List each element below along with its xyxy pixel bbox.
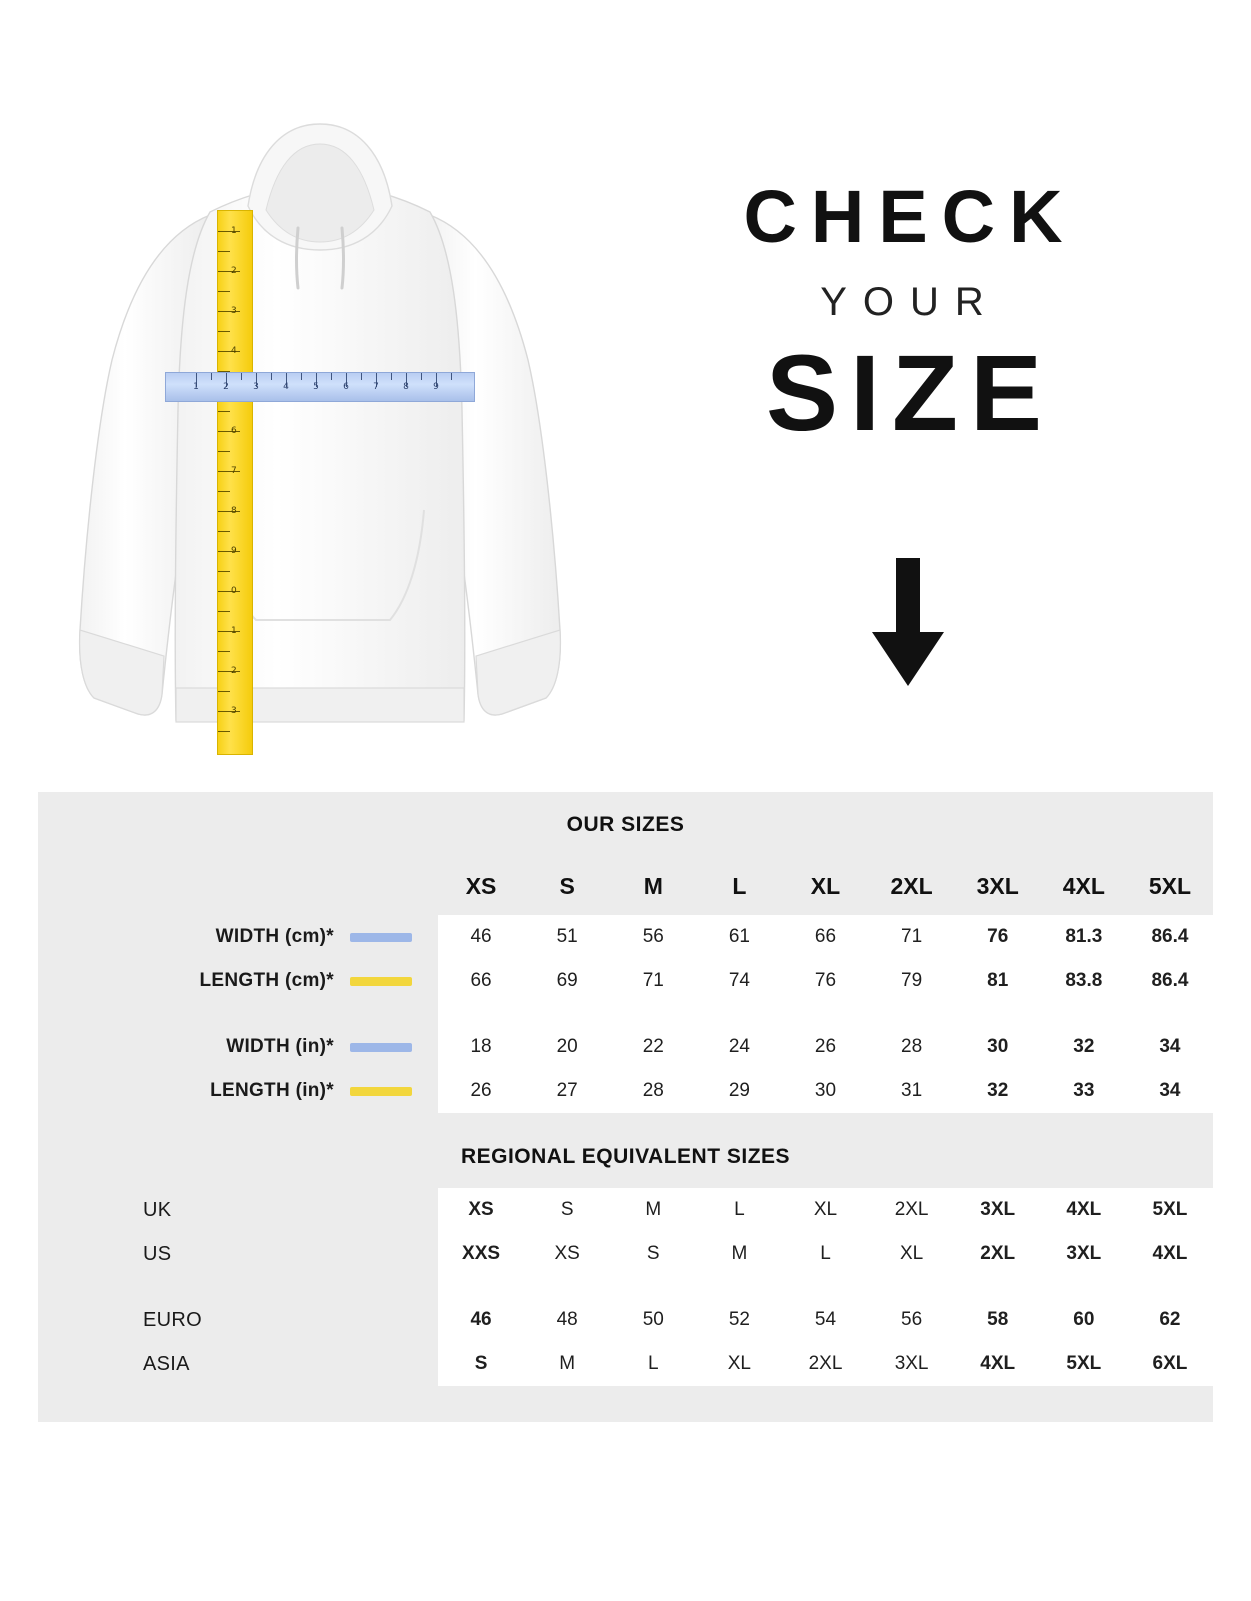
regional-sizes-title: REGIONAL EQUIVALENT SIZES xyxy=(38,1125,1213,1188)
row-gap xyxy=(869,1003,955,1025)
row-gap xyxy=(524,1003,610,1025)
width-swatch-icon xyxy=(350,1043,412,1052)
size-header-3xl: 3XL xyxy=(955,857,1041,915)
table-cell: 74 xyxy=(696,959,782,1003)
arrow-down-icon xyxy=(868,558,948,686)
table-cell: 3XL xyxy=(869,1342,955,1386)
size-header-xl: XL xyxy=(782,857,868,915)
table-cell: XXS xyxy=(438,1232,524,1276)
row-label-uk xyxy=(38,1188,438,1232)
table-cell: 27 xyxy=(524,1069,610,1113)
length-swatch-icon xyxy=(350,977,412,986)
size-header-xs: XS xyxy=(438,857,524,915)
size-header-5xl: 5XL xyxy=(1127,857,1213,915)
table-cell: 3XL xyxy=(1041,1232,1127,1276)
header-spacer xyxy=(38,857,438,915)
table-cell: 71 xyxy=(610,959,696,1003)
table-cell: 28 xyxy=(869,1025,955,1069)
regional-sizes-grid xyxy=(38,1188,1213,1386)
table-cell: 56 xyxy=(869,1298,955,1342)
row-gap xyxy=(1127,1276,1213,1298)
table-cell: 5XL xyxy=(1127,1188,1213,1232)
table-cell: 4XL xyxy=(1127,1232,1213,1276)
size-header-m: M xyxy=(610,857,696,915)
row-label-text: WIDTH (in)* xyxy=(226,1036,334,1057)
row-gap xyxy=(610,1276,696,1298)
row-label-text: ASIA xyxy=(143,1352,190,1375)
row-label-length-in xyxy=(38,1069,438,1113)
row-gap xyxy=(38,1276,438,1298)
size-header-2xl: 2XL xyxy=(869,857,955,915)
table-cell: 66 xyxy=(438,959,524,1003)
our-sizes-title: OUR SIZES xyxy=(38,792,1213,857)
row-gap xyxy=(955,1276,1041,1298)
table-cell: M xyxy=(610,1188,696,1232)
row-label-width-in xyxy=(38,1025,438,1069)
table-cell: 71 xyxy=(869,915,955,959)
size-header-l: L xyxy=(696,857,782,915)
table-cell: M xyxy=(696,1232,782,1276)
table-cell: 83.8 xyxy=(1041,959,1127,1003)
row-label-asia xyxy=(38,1342,438,1386)
row-gap xyxy=(1041,1276,1127,1298)
table-cell: 5XL xyxy=(1041,1342,1127,1386)
table-cell: S xyxy=(610,1232,696,1276)
row-gap xyxy=(524,1276,610,1298)
row-gap xyxy=(782,1276,868,1298)
our-sizes-grid xyxy=(38,857,1213,1113)
table-cell: L xyxy=(696,1188,782,1232)
table-cell: 86.4 xyxy=(1127,915,1213,959)
table-cell: 29 xyxy=(696,1069,782,1113)
hero-section xyxy=(0,0,1251,790)
table-cell: XL xyxy=(869,1232,955,1276)
table-cell: XL xyxy=(696,1342,782,1386)
table-cell: 2XL xyxy=(782,1342,868,1386)
table-cell: 52 xyxy=(696,1298,782,1342)
table-cell: 50 xyxy=(610,1298,696,1342)
table-cell: 32 xyxy=(955,1069,1041,1113)
table-cell: 30 xyxy=(955,1025,1041,1069)
table-cell: 76 xyxy=(782,959,868,1003)
chart-bottom-padding xyxy=(38,1386,1213,1422)
table-cell: 2XL xyxy=(869,1188,955,1232)
horizontal-ruler-icon: 1 2 3 4 5 6 7 8 9 xyxy=(165,372,475,402)
row-label-width-cm xyxy=(38,915,438,959)
headline xyxy=(620,175,1200,453)
table-cell: 3XL xyxy=(955,1188,1041,1232)
row-label-text: US xyxy=(143,1242,172,1265)
table-cell: 26 xyxy=(438,1069,524,1113)
table-cell: 4XL xyxy=(955,1342,1041,1386)
row-gap xyxy=(1127,1003,1213,1025)
width-swatch-icon xyxy=(350,933,412,942)
table-cell: 2XL xyxy=(955,1232,1041,1276)
table-cell: 32 xyxy=(1041,1025,1127,1069)
size-header-s: S xyxy=(524,857,610,915)
table-cell: 4XL xyxy=(1041,1188,1127,1232)
row-gap xyxy=(438,1276,524,1298)
table-cell: 46 xyxy=(438,1298,524,1342)
row-label-euro xyxy=(38,1298,438,1342)
table-cell: 61 xyxy=(696,915,782,959)
row-label-text: LENGTH (in)* xyxy=(210,1080,334,1101)
table-cell: 86.4 xyxy=(1127,959,1213,1003)
table-cell: 20 xyxy=(524,1025,610,1069)
table-cell: XL xyxy=(782,1188,868,1232)
table-cell: 26 xyxy=(782,1025,868,1069)
table-cell: 18 xyxy=(438,1025,524,1069)
row-gap xyxy=(38,1003,438,1025)
table-cell: 6XL xyxy=(1127,1342,1213,1386)
table-cell: 31 xyxy=(869,1069,955,1113)
row-gap xyxy=(869,1276,955,1298)
row-gap xyxy=(696,1003,782,1025)
row-label-text: LENGTH (cm)* xyxy=(199,970,334,991)
table-cell: XS xyxy=(524,1232,610,1276)
row-label-text: EURO xyxy=(143,1308,202,1331)
row-label-length-cm xyxy=(38,959,438,1003)
table-cell: 60 xyxy=(1041,1298,1127,1342)
table-cell: 66 xyxy=(782,915,868,959)
table-cell: 33 xyxy=(1041,1069,1127,1113)
row-label-text: WIDTH (cm)* xyxy=(215,926,334,947)
row-gap xyxy=(955,1003,1041,1025)
table-cell: S xyxy=(524,1188,610,1232)
vertical-ruler-icon: 1 2 3 4 6 7 8 9 0 1 2 3 xyxy=(217,210,253,755)
table-cell: 54 xyxy=(782,1298,868,1342)
table-cell: 81 xyxy=(955,959,1041,1003)
table-cell: 62 xyxy=(1127,1298,1213,1342)
size-header-4xl: 4XL xyxy=(1041,857,1127,915)
table-cell: 48 xyxy=(524,1298,610,1342)
table-cell: 22 xyxy=(610,1025,696,1069)
length-swatch-icon xyxy=(350,1087,412,1096)
table-cell: 58 xyxy=(955,1298,1041,1342)
row-gap xyxy=(1041,1003,1127,1025)
row-gap xyxy=(610,1003,696,1025)
row-label-us xyxy=(38,1232,438,1276)
table-cell: 24 xyxy=(696,1025,782,1069)
table-cell: 79 xyxy=(869,959,955,1003)
table-cell: 46 xyxy=(438,915,524,959)
table-cell: M xyxy=(524,1342,610,1386)
table-cell: 81.3 xyxy=(1041,915,1127,959)
table-cell: 76 xyxy=(955,915,1041,959)
table-cell: 51 xyxy=(524,915,610,959)
table-cell: XS xyxy=(438,1188,524,1232)
row-gap xyxy=(438,1003,524,1025)
headline-line-3: SIZE xyxy=(765,332,1055,453)
row-gap xyxy=(696,1276,782,1298)
row-gap xyxy=(782,1003,868,1025)
table-cell: L xyxy=(610,1342,696,1386)
table-cell: 69 xyxy=(524,959,610,1003)
table-cell: L xyxy=(782,1232,868,1276)
table-cell: 56 xyxy=(610,915,696,959)
size-chart xyxy=(38,792,1213,1422)
headline-line-2: YOUR xyxy=(820,280,1000,324)
hoodie-graphic xyxy=(60,110,580,750)
table-cell: 30 xyxy=(782,1069,868,1113)
table-cell: 34 xyxy=(1127,1069,1213,1113)
table-cell: 34 xyxy=(1127,1025,1213,1069)
table-cell: 28 xyxy=(610,1069,696,1113)
row-label-text: UK xyxy=(143,1198,172,1221)
section-divider xyxy=(38,1113,1213,1125)
hoodie-illustration xyxy=(60,110,580,750)
headline-line-1: CHECK xyxy=(743,175,1077,258)
table-cell: S xyxy=(438,1342,524,1386)
